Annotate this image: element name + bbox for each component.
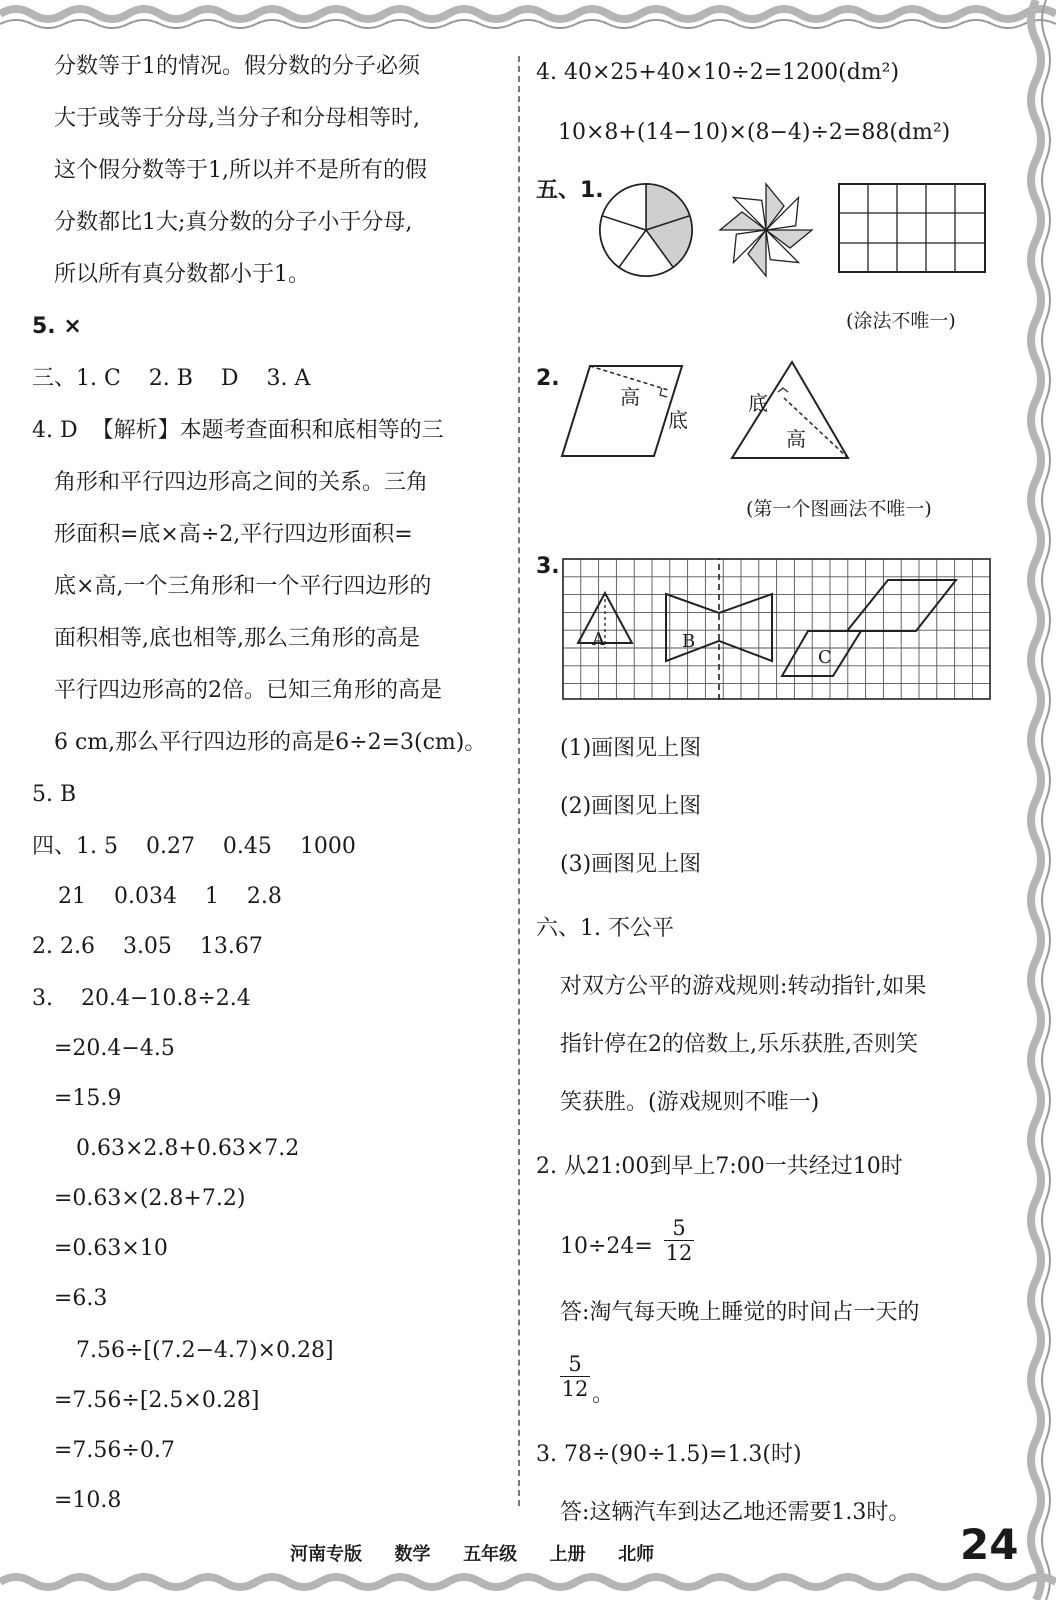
calc-line: =15.9 xyxy=(54,1086,122,1111)
calc-line: 10÷24= xyxy=(560,1234,653,1259)
fraction-numerator: 5 xyxy=(664,1216,694,1241)
frame-right-border xyxy=(1016,0,1056,1600)
calc-line: 4. 40×25+40×10÷2=1200(dm²) xyxy=(536,60,900,85)
text-line: 大于或等于分母,当分子和分母相等时, xyxy=(54,106,420,131)
section-heading: 六、1. 不公平 xyxy=(536,916,674,941)
calc-line: =10.8 xyxy=(54,1488,122,1513)
text-line: (3)画图见上图 xyxy=(560,852,702,877)
column-divider xyxy=(518,56,520,1506)
calc-line: 7.56÷[(7.2−4.7)×0.28] xyxy=(76,1338,334,1363)
calc-line: =20.4−4.5 xyxy=(54,1036,175,1061)
text-line: 角形和平行四边形高之间的关系。三角 xyxy=(54,470,429,495)
text-line: 对双方公平的游戏规则:转动指针,如果 xyxy=(560,974,927,999)
answer-item: 3. 78÷(90÷1.5)=1.3(时) xyxy=(536,1442,802,1467)
pinwheel-figure xyxy=(716,180,816,280)
text-line: 平行四边形高的2倍。已知三角形的高是 xyxy=(54,678,442,703)
calc-line: 0.63×2.8+0.63×7.2 xyxy=(76,1136,300,1161)
parallelogram-height-label: 高 xyxy=(620,385,640,409)
text-line: 形面积=底×高÷2,平行四边形面积= xyxy=(54,522,413,547)
section-heading: 三、1. C 2. B D 3. A xyxy=(32,366,311,391)
text-line: 面积相等,底也相等,那么三角形的高是 xyxy=(54,626,420,651)
calc-line: 10×8+(14−10)×(8−4)÷2=88(dm²) xyxy=(558,120,951,145)
calc-line: =7.56÷0.7 xyxy=(54,1438,175,1463)
calc-line: =7.56÷[2.5×0.28] xyxy=(54,1388,260,1413)
shape-c-label: C xyxy=(818,647,832,668)
answer-item: 5. B xyxy=(32,782,77,807)
shape-b-label: B xyxy=(682,631,696,652)
page-number: 24 xyxy=(960,1520,1019,1569)
fraction-denominator: 12 xyxy=(665,1241,693,1265)
text-line: 所以所有真分数都小于1。 xyxy=(54,262,310,287)
grid-drawing-figure xyxy=(562,558,992,706)
text-line: 笑获胜。(游戏规则不唯一) xyxy=(560,1090,820,1115)
section-heading: 五、1. xyxy=(536,178,604,203)
text-line: 底×高,一个三角形和一个平行四边形的 xyxy=(54,574,432,599)
section-heading: 四、1. 5 0.27 0.45 1000 xyxy=(32,834,356,859)
triangle-base-label: 底 xyxy=(748,391,768,415)
calc-line: =6.3 xyxy=(54,1286,108,1311)
triangle-height-label: 高 xyxy=(786,427,806,451)
answer-item: 3. xyxy=(536,554,560,579)
calc-line: =0.63×(2.8+7.2) xyxy=(54,1186,246,1211)
answer-item: 2. 从21:00到早上7:00一共经过10时 xyxy=(536,1154,903,1179)
text-line: 分数都比1大;真分数的分子小于分母, xyxy=(54,210,413,235)
calc-line: =0.63×10 xyxy=(54,1236,168,1261)
frame-top-border xyxy=(0,0,1056,34)
shaded-circle-figure xyxy=(598,182,694,278)
text-line: 分数等于1的情况。假分数的分子必须 xyxy=(54,54,420,79)
note-text: (第一个图画法不唯一) xyxy=(746,498,932,520)
fraction-denominator: 12 xyxy=(561,1377,589,1401)
text-line: 。 xyxy=(592,1382,615,1407)
frame-bottom-border xyxy=(0,1566,1056,1600)
fraction xyxy=(664,1216,694,1265)
footer-text: 河南专版 数学 五年级 上册 北师 xyxy=(290,1544,655,1565)
analysis-heading: 4. D 【解析】本题考查面积和底相等的三 xyxy=(32,418,444,443)
calc-line: 3. 20.4−10.8÷2.4 xyxy=(32,986,251,1011)
text-line: 21 0.034 1 2.8 xyxy=(58,884,282,909)
answer-item: 2. xyxy=(536,366,560,391)
fraction-numerator: 5 xyxy=(560,1352,590,1377)
parallelogram-base-label: 底 xyxy=(668,408,688,432)
shape-a-label: A xyxy=(592,629,605,650)
note-text: (涂法不唯一) xyxy=(846,310,956,332)
text-line: (1)画图见上图 xyxy=(560,736,702,761)
answer-item: 5. × xyxy=(32,314,82,339)
text-line: 6 cm,那么平行四边形的高是6÷2=3(cm)。 xyxy=(54,730,487,755)
text-line: 答:这辆汽车到达乙地还需要1.3时。 xyxy=(560,1500,911,1525)
grid-rectangle-figure xyxy=(838,183,988,275)
fraction xyxy=(560,1352,590,1401)
answer-item: 2. 2.6 3.05 13.67 xyxy=(32,934,263,959)
text-line: 指针停在2的倍数上,乐乐获胜,否则笑 xyxy=(560,1032,918,1057)
text-line: 这个假分数等于1,所以并不是所有的假 xyxy=(54,158,427,183)
text-line: 答:淘气每天晚上睡觉的时间占一天的 xyxy=(560,1300,920,1325)
text-line: (2)画图见上图 xyxy=(560,794,702,819)
